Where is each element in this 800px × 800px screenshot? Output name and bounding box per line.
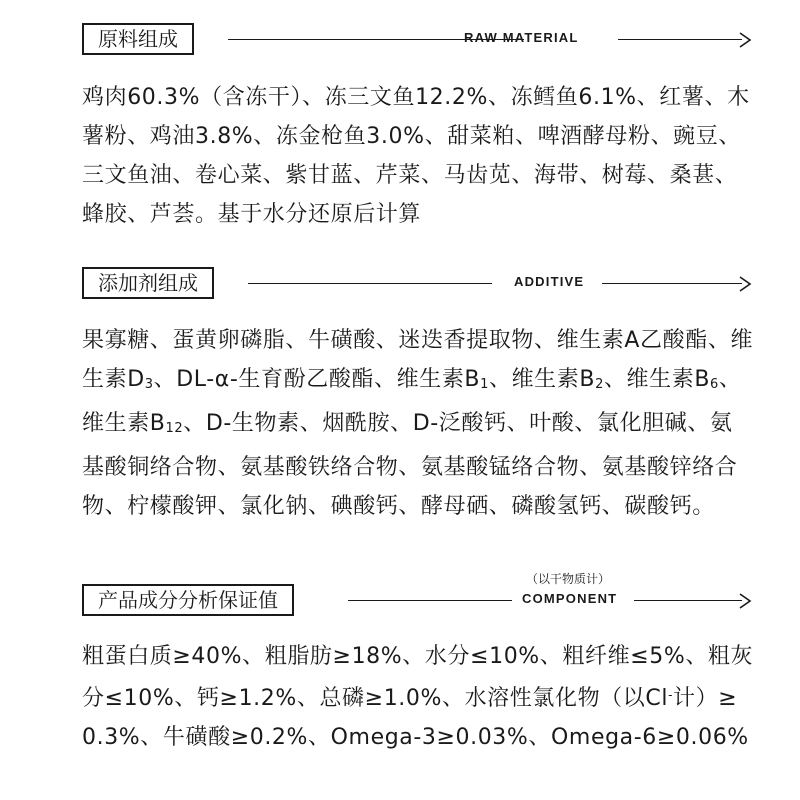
component-title: 产品成分分析保证值 xyxy=(82,584,294,616)
component-rule xyxy=(348,600,512,601)
additive-subscript: 1 xyxy=(480,377,489,392)
component-rule-right xyxy=(634,600,742,601)
additive-subscript: 3 xyxy=(144,377,154,392)
component-tag: COMPONENT xyxy=(522,591,618,606)
additive-text-part: 、维生素B xyxy=(603,367,711,392)
arrow-right-icon xyxy=(736,593,752,609)
additive-tag: ADDITIVE xyxy=(514,274,585,289)
component-header xyxy=(82,572,752,618)
additive-text xyxy=(82,321,754,526)
raw-material-tag: RAW MATERIAL xyxy=(464,30,579,45)
component-superscript: - xyxy=(668,688,673,702)
additive-subscript: 2 xyxy=(595,377,604,392)
additive-subscript: 12 xyxy=(165,421,184,436)
additive-text-part: 、维生素B xyxy=(82,367,742,436)
additive-rule xyxy=(248,283,492,284)
component-text-part: 计）≥0.3%、牛磺酸≥0.2%、Omega-3≥0.03%、Omega-6≥0.06% xyxy=(82,686,749,750)
additive-text-part: 果寡糖、蛋黄卵磷脂、牛磺酸、迷迭香提取物、维生素A乙酸酯、维生素D xyxy=(82,328,754,392)
additive-header xyxy=(82,267,752,301)
raw-material-rule-right xyxy=(618,39,742,40)
component-text xyxy=(82,637,754,757)
component-note: （以干物质计） xyxy=(526,572,611,586)
additive-text-part: 、维生素B xyxy=(488,367,596,392)
arrow-right-icon xyxy=(736,32,752,48)
additive-rule-right xyxy=(602,283,742,284)
additive-text-part: 、D-生物素、烟酰胺、D-泛酸钙、叶酸、氯化胆碱、氨基酸铜络合物、氨基酸铁络合物、氨基酸锰络合物、氨基酸锌络合物、柠檬酸钾、氯化钠、碘酸钙、酵母硒、磷酸氢钙、碳酸钙。 xyxy=(82,411,738,519)
additive-title: 添加剂组成 xyxy=(82,267,214,299)
additive-text-part: 、DL-α-生育酚乙酸酯、维生素B xyxy=(153,367,481,392)
raw-material-header xyxy=(82,23,752,57)
additive-subscript: 6 xyxy=(710,377,719,392)
arrow-right-icon xyxy=(736,276,752,292)
component-text-part: 粗蛋白质≥40%、粗脂肪≥18%、水分≤10%、粗纤维≤5%、粗灰分≤10%、钙≥1.2%、总磷≥1.0%、水溶性氯化物（以Cl xyxy=(82,644,754,711)
raw-material-text: 鸡肉60.3%（含冻干）、冻三文鱼12.2%、冻鳕鱼6.1%、红薯、木薯粉、鸡油3.8%、冻金枪鱼3.0%、甜菜粕、啤酒酵母粉、豌豆、三文鱼油、卷心菜、紫甘蓝、芹菜、马齿苋、海带、树莓、桑葚、蜂胶、芦荟。基于水分还原后计算 xyxy=(82,85,750,227)
raw-material-title: 原料组成 xyxy=(82,23,194,55)
